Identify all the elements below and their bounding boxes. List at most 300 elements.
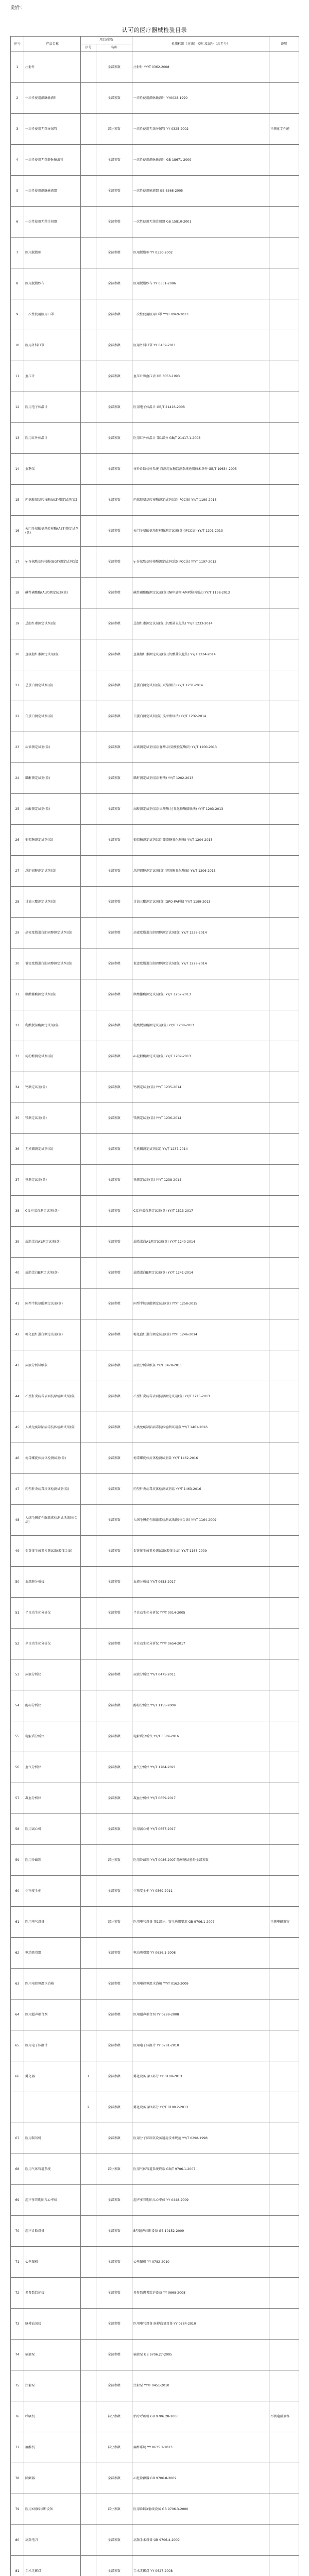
row-remark: [269, 1289, 299, 1319]
row-item-name: 全部参数: [96, 1134, 132, 1165]
row-standard: 总胆固醇测定试剂(盒)(胆固醇氧化酶法) YY/T 1206-2013: [132, 856, 269, 887]
row-item-no: [81, 2401, 96, 2432]
row-item-name: 全部参数: [96, 1876, 132, 1907]
row-product: 呼吸机: [24, 2401, 81, 2432]
table-row: [11, 176, 299, 207]
row-item-name: 全部参数: [96, 639, 132, 670]
row-seq: 61: [11, 1907, 24, 1938]
row-item-name: 全部参数: [96, 516, 132, 547]
row-standard: 乳酸脱氢酶测定试剂(盒) YY/T 1208-2013: [132, 1010, 269, 1041]
row-item-name: 全部参数: [96, 1289, 132, 1319]
row-remark: [269, 2432, 299, 2463]
row-standard: 医用气体管道系统终端 GB/T 9706.1-2007: [132, 2154, 269, 2185]
row-standard: 一次性使用输液器 GB 8368-2005: [132, 176, 269, 207]
row-remark: [269, 392, 299, 423]
row-standard: 麻醉系统 YY 0635.1-2013: [132, 2432, 269, 2463]
table-row: [11, 454, 299, 485]
row-seq: 56: [11, 1752, 24, 1783]
row-standard: 一次性使用无菌注射器 GB 15810-2001: [132, 207, 269, 238]
row-item-name: 全部参数: [96, 2278, 132, 2309]
row-seq: 3: [11, 114, 24, 145]
table-row: [11, 1721, 299, 1752]
row-item-no: [81, 114, 96, 145]
row-remark: [269, 1598, 299, 1629]
row-seq: 19: [11, 608, 24, 639]
row-standard: 医用诊断X射线设备 GB 9706.3-2000: [132, 2494, 269, 2525]
row-seq: 44: [11, 1381, 24, 1412]
table-row: [11, 52, 299, 83]
row-item-name: 全部参数: [96, 330, 132, 361]
row-item-name: 全部参数: [96, 979, 132, 1010]
row-item-no: [81, 330, 96, 361]
row-item-no: [81, 176, 96, 207]
row-standard: α-淀粉酶测定试剂(盒) YY/T 1209-2013: [132, 1041, 269, 1072]
row-standard: 直接胆红素测定试剂(盒)(钒酸盐氧化法) YY/T 1234-2014: [132, 639, 269, 670]
row-product: 脉搏血氧仪: [24, 2309, 81, 2340]
row-product: 甘油三酯测定试剂(盒): [24, 887, 81, 918]
row-item-no: [81, 83, 96, 114]
row-product: 医用电热恒温水浴箱: [24, 1969, 81, 1999]
row-product: 淀粉酶测定试剂(盒): [24, 1041, 81, 1072]
row-item-no: [81, 887, 96, 918]
row-standard: B型超声诊断设备 GB 10152-2009: [132, 2216, 269, 2247]
row-item-name: 全部参数: [96, 2185, 132, 2216]
row-standard: 多参数患者监护设备 YY 0668-2008: [132, 2278, 269, 2309]
row-standard: 电动吸引器 YY 0636.1-2008: [132, 1938, 269, 1969]
row-standard: 医用冷藏箱 YY/T 0086-2007 除环境试验外全部参数: [132, 1845, 269, 1876]
row-product: 载脂蛋白A1测定试剂(盒): [24, 1227, 81, 1258]
table-row: [11, 639, 299, 670]
row-seq: 51: [11, 1598, 24, 1629]
row-standard: 一次性使用静脉输液针 GB 18671-2009: [132, 145, 269, 176]
row-item-name: 全部参数: [96, 299, 132, 330]
row-remark: [269, 2525, 299, 2556]
table-row: [11, 485, 299, 516]
row-seq: 48: [11, 1505, 24, 1536]
table-row: [11, 2556, 299, 2576]
row-product: 超声多普勒胎儿心率仪: [24, 2185, 81, 2216]
row-standard: 促黄体生成素检测试纸(胶体金法) YY/T 1165-2009: [132, 1536, 269, 1567]
row-remark: [269, 145, 299, 176]
row-standard: C反应蛋白测定试剂(盒) YY/T 1513-2017: [132, 1196, 269, 1227]
row-item-no: 1: [81, 2061, 96, 2092]
row-remark: [269, 1536, 299, 1567]
row-remark: [269, 2154, 299, 2185]
table-row: [11, 2370, 299, 2401]
row-item-name: 全部参数: [96, 2525, 132, 2556]
row-item-name: 部分参数: [96, 2494, 132, 2525]
row-seq: 25: [11, 794, 24, 825]
row-item-no: [81, 485, 96, 516]
row-item-no: [81, 1103, 96, 1134]
row-item-no: [81, 1567, 96, 1598]
row-product: 医用冷藏箱: [24, 1845, 81, 1876]
row-product: 载脂蛋白B测定试剂(盒): [24, 1258, 81, 1289]
row-seq: 10: [11, 330, 24, 361]
row-remark: [269, 1969, 299, 1999]
row-seq: 33: [11, 1041, 24, 1072]
row-product: 促黄体生成素检测试纸(胶体金法): [24, 1536, 81, 1567]
row-item-name: 全部参数: [96, 1258, 132, 1289]
row-item-no: [81, 2463, 96, 2494]
table-header-row: [11, 37, 299, 44]
row-seq: 38: [11, 1196, 24, 1227]
row-standard: 尿液分析试纸条 YY/T 0478-2011: [132, 1350, 269, 1381]
row-item-no: [81, 516, 96, 547]
row-seq: 28: [11, 887, 24, 918]
row-item-name: 全部参数: [96, 2030, 132, 2061]
row-item-no: [81, 1227, 96, 1258]
row-product: 尿素测定试剂(盒): [24, 732, 81, 763]
row-seq: 16: [11, 516, 24, 547]
row-remark: [269, 732, 299, 763]
row-seq: 42: [11, 1319, 24, 1350]
row-product: 输液泵: [24, 2340, 81, 2370]
row-item-no: [81, 1845, 96, 1876]
row-product: 医用外科口罩: [24, 330, 81, 361]
row-product: 医用脱脂棉: [24, 238, 81, 268]
row-product: 一次性使用静脉输液针: [24, 83, 81, 114]
row-product: C反应蛋白测定试剂(盒): [24, 1196, 81, 1227]
row-remark: [269, 2309, 299, 2340]
row-standard: 载脂蛋白B测定试剂(盒) YY/T 1241-2014: [132, 1258, 269, 1289]
row-remark: [269, 1258, 299, 1289]
row-standard: 一次性使用静脉输液针 YY0028-1990: [132, 83, 269, 114]
row-remark: [269, 856, 299, 887]
row-remark: [269, 1443, 299, 1474]
row-seq: 67: [11, 2123, 24, 2154]
row-item-name: 部分参数: [96, 2432, 132, 2463]
row-item-name: 全部参数: [96, 145, 132, 176]
row-product: 超声诊断设备: [24, 2216, 81, 2247]
table-row: [11, 1041, 299, 1072]
row-product: 医用超声耦合剂: [24, 1999, 81, 2030]
row-standard: 医用电热恒温水浴箱 YY/T 0162-2009: [132, 1969, 269, 1999]
row-remark: [269, 207, 299, 238]
row-seq: 32: [11, 1010, 24, 1041]
row-remark: [269, 330, 299, 361]
row-product: 直接胆红素测定试剂(盒): [24, 639, 81, 670]
table-row: [11, 516, 299, 547]
row-item-no: [81, 2154, 96, 2185]
row-item-no: [81, 856, 96, 887]
row-product: 总蛋白测定试剂(盒): [24, 670, 81, 701]
row-seq: 69: [11, 2185, 24, 2216]
row-item-no: [81, 1629, 96, 1659]
row-seq: 8: [11, 268, 24, 299]
row-remark: [269, 979, 299, 1010]
row-item-no: [81, 1072, 96, 1103]
row-item-name: 全部参数: [96, 1165, 132, 1196]
table-row: [11, 1505, 299, 1536]
row-seq: 47: [11, 1474, 24, 1505]
row-seq: 23: [11, 732, 24, 763]
row-remark: [269, 2340, 299, 2370]
row-product: 医用脱脂纱布: [24, 268, 81, 299]
table-row: [11, 2123, 299, 2154]
row-remark: [269, 1505, 299, 1536]
table-row: [11, 2309, 299, 2340]
row-standard: 医用脱脂纱布 YY 0331-2006: [132, 268, 269, 299]
row-item-name: 全部参数: [96, 1659, 132, 1690]
row-item-name: 全部参数: [96, 268, 132, 299]
row-item-name: 全部参数: [96, 52, 132, 83]
row-standard: 丙型肝炎病毒抗体检测试剂盒 YY/T 1463-2016: [132, 1474, 269, 1505]
row-product: 医用气体管道系统: [24, 2154, 81, 2185]
row-product: 血细胞分析仪: [24, 1567, 81, 1598]
row-seq: 14: [11, 454, 24, 485]
row-item-no: [81, 2216, 96, 2247]
row-seq: 81: [11, 2556, 24, 2576]
row-item-no: [81, 578, 96, 608]
row-standard: 酶标分析仪 YY/T 1155-2009: [132, 1690, 269, 1721]
row-item-name: 全部参数: [96, 1969, 132, 1999]
row-seq: 75: [11, 2370, 24, 2401]
row-item-no: 2: [81, 2092, 96, 2123]
row-product: 尿液分析仪: [24, 1659, 81, 1690]
table-row: [11, 918, 299, 948]
row-remark: [269, 268, 299, 299]
row-item-name: 全部参数: [96, 176, 132, 207]
row-standard: 葡萄糖测定试剂(盒)(葡萄糖氧化酶法) YY/T 1204-2013: [132, 825, 269, 856]
row-item-name: 全部参数: [96, 1010, 132, 1041]
row-standard: 碱性磷酸酶测定试剂(盒)(NPP底物-AMP缓冲液法) YY/T 1198-2013: [132, 578, 269, 608]
row-product: 碱性磷酸酶(ALP)测定试剂(盒): [24, 578, 81, 608]
table-row: [11, 268, 299, 299]
table-row: [11, 423, 299, 454]
row-remark: [269, 2185, 299, 2216]
row-item-no: [81, 547, 96, 578]
row-remark: [269, 1659, 299, 1690]
row-item-name: 全部参数: [96, 856, 132, 887]
row-item-name: 全部参数: [96, 2061, 132, 2092]
row-remark: [269, 361, 299, 392]
row-product: 总胆固醇测定试剂(盒): [24, 856, 81, 887]
row-remark: [269, 1721, 299, 1752]
header-item-no: 序号: [81, 44, 96, 52]
row-item-name: 全部参数: [96, 423, 132, 454]
row-standard: 医用电气设备 脉搏血氧设备 YY 0784-2010: [132, 2309, 269, 2340]
row-seq: 9: [11, 299, 24, 330]
table-row: [11, 238, 299, 268]
row-product: 心电图机: [24, 2247, 81, 2278]
row-item-no: [81, 1412, 96, 1443]
row-product: 同型半胱氨酸测定试剂(盒): [24, 1289, 81, 1319]
row-product: 手术无影灯: [24, 2556, 81, 2576]
row-item-no: [81, 2370, 96, 2401]
row-item-no: [81, 392, 96, 423]
row-standard: 铁测定试剂(盒) YY/T 1238-2014: [132, 1165, 269, 1196]
row-seq: 13: [11, 423, 24, 454]
row-seq: 5: [11, 176, 24, 207]
row-standard: 半自动生化分析仪 YY/T 0014-2005: [132, 1598, 269, 1629]
row-seq: 29: [11, 918, 24, 948]
table-row: [11, 1659, 299, 1690]
row-product: 生物安全柜: [24, 1876, 81, 1907]
table-row: [11, 825, 299, 856]
row-product: 铁测定试剂(盒): [24, 1165, 81, 1196]
row-remark: [269, 2370, 299, 2401]
row-item-no: [81, 268, 96, 299]
row-remark: [269, 2278, 299, 2309]
row-standard: 雾化设备 第1部分 YY 0109-2013: [132, 2061, 269, 2092]
row-item-name: 全部参数: [96, 1196, 132, 1227]
row-item-name: 全部参数: [96, 1381, 132, 1412]
table-row: [11, 1072, 299, 1103]
table-row: [11, 207, 299, 238]
row-item-no: [81, 2556, 96, 2576]
row-standard: 医用脱脂棉 YY 0330-2002: [132, 238, 269, 268]
row-seq: 43: [11, 1350, 24, 1381]
header-item-name: 名称: [96, 44, 132, 52]
row-product: 丙氨酸氨基转移酶(ALT)测定试剂(盒): [24, 485, 81, 516]
row-standard: 一次性使用医用口罩 YY/T 0969-2013: [132, 299, 269, 330]
row-item-name: 全部参数: [96, 2370, 132, 2401]
row-seq: 68: [11, 2154, 24, 2185]
row-item-no: [81, 423, 96, 454]
row-remark: [269, 1474, 299, 1505]
row-item-name: 全部参数: [96, 454, 132, 485]
row-item-no: [81, 608, 96, 639]
table-row: [11, 1876, 299, 1907]
row-item-no: [81, 2030, 96, 2061]
row-remark: [269, 1629, 299, 1659]
row-remark: [269, 948, 299, 979]
table-row: [11, 1845, 299, 1876]
row-product: 钙测定试剂(盒): [24, 1072, 81, 1103]
row-seq: 18: [11, 578, 24, 608]
table-row: [11, 114, 299, 145]
table-row: [11, 1598, 299, 1629]
table-row: [11, 2525, 299, 2556]
row-item-name: 全部参数: [96, 794, 132, 825]
row-seq: [11, 2092, 24, 2123]
row-remark: [269, 485, 299, 516]
table-body: [11, 52, 299, 2576]
row-item-name: 全部参数: [96, 2309, 132, 2340]
row-item-name: 部分参数: [96, 2401, 132, 2432]
row-remark: [269, 1690, 299, 1721]
row-item-no: [81, 1969, 96, 1999]
row-item-name: 全部参数: [96, 2556, 132, 2576]
row-product: [24, 2092, 81, 2123]
row-remark: [269, 1350, 299, 1381]
row-remark: [269, 52, 299, 83]
row-remark: [269, 1999, 299, 2030]
row-remark: 不测电磁兼容: [269, 1907, 299, 1938]
row-remark: [269, 608, 299, 639]
row-item-name: 全部参数: [96, 2216, 132, 2247]
row-item-no: [81, 1876, 96, 1907]
row-remark: [269, 794, 299, 825]
row-item-no: [81, 2340, 96, 2370]
table-row: [11, 2463, 299, 2494]
table-row: [11, 948, 299, 979]
row-remark: [269, 516, 299, 547]
row-remark: [269, 2030, 299, 2061]
row-item-no: [81, 299, 96, 330]
row-seq: 41: [11, 1289, 24, 1319]
row-product: 梅毒螺旋体抗体检测试剂(盒): [24, 1443, 81, 1474]
row-standard: 医用电子体温计 GB/T 21416-2008: [132, 392, 269, 423]
table-row: [11, 145, 299, 176]
table-row: [11, 2030, 299, 2061]
row-standard: 丙氨酸氨基转移酶测定试剂(盒)(IFCC法) YY/T 1199-2013: [132, 485, 269, 516]
row-standard: 同型半胱氨酸测定试剂(盒) YY/T 1258-2015: [132, 1289, 269, 1319]
row-item-no: [81, 2123, 96, 2154]
row-standard: 生物安全柜 YY 0569-2011: [132, 1876, 269, 1907]
row-remark: [269, 454, 299, 485]
row-seq: 64: [11, 1999, 24, 2030]
row-remark: [269, 1319, 299, 1350]
row-product: 注射针: [24, 52, 81, 83]
row-seq: 20: [11, 639, 24, 670]
row-remark: [269, 2247, 299, 2278]
row-item-name: 全部参数: [96, 1938, 132, 1969]
row-seq: 80: [11, 2525, 24, 2556]
table-row: [11, 856, 299, 887]
row-item-no: [81, 763, 96, 794]
row-item-no: [81, 979, 96, 1010]
row-item-no: [81, 1196, 96, 1227]
row-standard: γ-谷氨酰基转移酶测定试剂(盒)(IFCC法) YY/T 1197-2013: [132, 547, 269, 578]
row-seq: 70: [11, 2216, 24, 2247]
row-seq: 78: [11, 2463, 24, 2494]
row-item-name: 全部参数: [96, 238, 132, 268]
row-item-no: [81, 639, 96, 670]
header-standard: 检测标准（方法）名称 及编号（含年号）: [132, 37, 269, 52]
row-seq: 12: [11, 392, 24, 423]
table-row: [11, 1289, 299, 1319]
row-standard: 心脏除颤器 GB 9706.8-2009: [132, 2463, 269, 2494]
row-product: 人绒毛膜促性腺激素检测试纸(胶体金法): [24, 1505, 81, 1536]
row-seq: 62: [11, 1938, 24, 1969]
row-standard: 肌酐测定试剂(盒)(酶法) YY/T 1202-2013: [132, 763, 269, 794]
row-product: 人类免疫缺陷病毒抗体检测试剂(盒): [24, 1412, 81, 1443]
row-remark: [269, 2463, 299, 2494]
row-item-no: [81, 701, 96, 732]
table-row: [11, 1134, 299, 1165]
row-product: 血糖仪: [24, 454, 81, 485]
row-product: 半自动生化分析仪: [24, 1598, 81, 1629]
row-seq: 11: [11, 361, 24, 392]
row-product: γ-谷氨酰基转移酶(GGT)测定试剂(盒): [24, 547, 81, 578]
row-remark: [269, 763, 299, 794]
row-item-no: [81, 1999, 96, 2030]
row-standard: 雾化设备 第2部分 YY/T 0109.2-2013: [132, 2092, 269, 2123]
row-item-no: [81, 1598, 96, 1629]
table-row: [11, 887, 299, 918]
row-item-name: 全部参数: [96, 1041, 132, 1072]
row-seq: 57: [11, 1783, 24, 1814]
row-item-no: [81, 1536, 96, 1567]
row-product: 麻醉机: [24, 2432, 81, 2463]
row-seq: 21: [11, 670, 24, 701]
row-product: 糖化血红蛋白测定试剂(盒): [24, 1319, 81, 1350]
row-item-name: 全部参数: [96, 1505, 132, 1536]
row-item-name: 全部参数: [96, 485, 132, 516]
row-item-name: 全部参数: [96, 608, 132, 639]
row-product: 一次性使用无菌导尿管: [24, 114, 81, 145]
row-standard: 心电图机 YY 0782-2010: [132, 2247, 269, 2278]
table-row: [11, 1536, 299, 1567]
row-item-name: 全部参数: [96, 1350, 132, 1381]
table-row: [11, 1999, 299, 2030]
row-product: 一次性使用无菌注射器: [24, 207, 81, 238]
row-standard: 尿酸测定试剂(盒)(尿酸酶-过氧化物酶偶联法) YY/T 1203-2013: [132, 794, 269, 825]
row-seq: 50: [11, 1567, 24, 1598]
row-item-name: 全部参数: [96, 1567, 132, 1598]
